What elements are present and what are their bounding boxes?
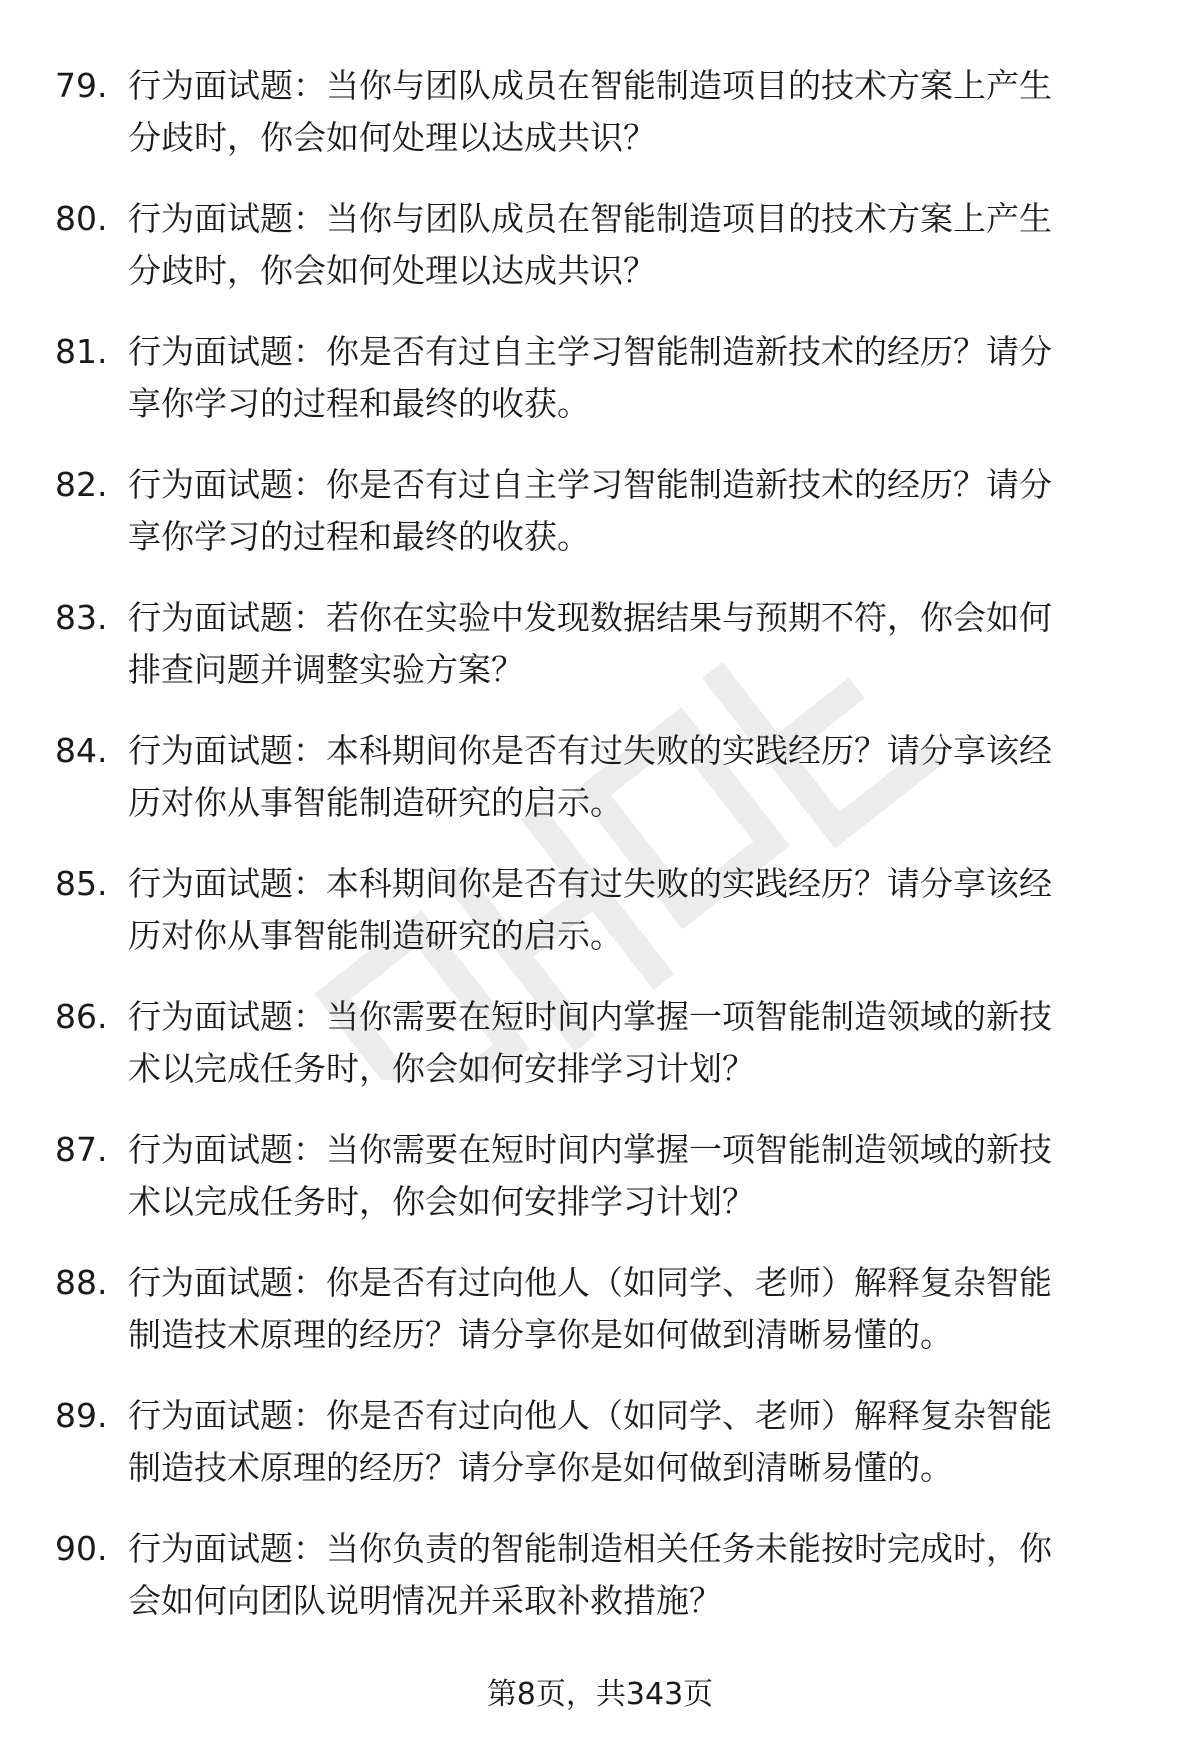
- question-item: [55, 60, 1150, 193]
- question-number: 82.: [55, 465, 108, 504]
- question-item: [55, 326, 1150, 459]
- question-list: [55, 60, 1150, 1656]
- question-number: 80.: [55, 199, 108, 238]
- question-number: 84.: [55, 731, 108, 770]
- question-item: [55, 1390, 1150, 1523]
- question-number: 89.: [55, 1396, 108, 1435]
- question-number: 88.: [55, 1263, 108, 1302]
- question-item: [55, 193, 1150, 326]
- question-text: 行为面试题：若你在实验中发现数据结果与预期不符，你会如何 排查问题并调整实验方案？: [128, 598, 1052, 689]
- question-number: 85.: [55, 864, 108, 903]
- question-text: 行为面试题：本科期间你是否有过失败的实践经历？请分享该经 历对你从事智能制造研究的启示。: [128, 864, 1052, 955]
- question-item: [55, 1257, 1150, 1390]
- question-item: [55, 1523, 1150, 1656]
- question-item: [55, 858, 1150, 991]
- question-item: [55, 991, 1150, 1124]
- question-number: 86.: [55, 997, 108, 1036]
- page-footer: 第8页，共343页: [486, 1677, 714, 1712]
- question-item: [55, 459, 1150, 592]
- question-text: 行为面试题：当你负责的智能制造相关任务未能按时完成时，你 会如何向团队说明情况并采取补救措施？: [128, 1529, 1052, 1620]
- question-number: 79.: [55, 66, 108, 105]
- question-number: 90.: [55, 1529, 108, 1568]
- question-item: [55, 1124, 1150, 1257]
- question-text: 行为面试题：你是否有过向他人（如同学、老师）解释复杂智能 制造技术原理的经历？请分享你是如何做到清晰易懂的。: [128, 1263, 1052, 1354]
- question-text: 行为面试题：当你需要在短时间内掌握一项智能制造领域的新技 术以完成任务时，你会如何安排学习计划？: [128, 997, 1052, 1088]
- question-item: [55, 592, 1150, 725]
- question-text: 行为面试题：你是否有过向他人（如同学、老师）解释复杂智能 制造技术原理的经历？请分享你是如何做到清晰易懂的。: [128, 1396, 1052, 1487]
- question-text: 行为面试题：你是否有过自主学习智能制造新技术的经历？请分 享你学习的过程和最终的收获。: [128, 332, 1052, 423]
- question-number: 81.: [55, 332, 108, 371]
- question-text: 行为面试题：本科期间你是否有过失败的实践经历？请分享该经 历对你从事智能制造研究的启示。: [128, 731, 1052, 822]
- question-text: 行为面试题：你是否有过自主学习智能制造新技术的经历？请分 享你学习的过程和最终的收获。: [128, 465, 1052, 556]
- question-text: 行为面试题：当你与团队成员在智能制造项目的技术方案上产生 分歧时，你会如何处理以达成共识？: [128, 66, 1052, 157]
- question-number: 83.: [55, 598, 108, 637]
- question-text: 行为面试题：当你需要在短时间内掌握一项智能制造领域的新技 术以完成任务时，你会如何安排学习计划？: [128, 1130, 1052, 1221]
- question-item: [55, 725, 1150, 858]
- question-text: 行为面试题：当你与团队成员在智能制造项目的技术方案上产生 分歧时，你会如何处理以达成共识？: [128, 199, 1052, 290]
- question-number: 87.: [55, 1130, 108, 1169]
